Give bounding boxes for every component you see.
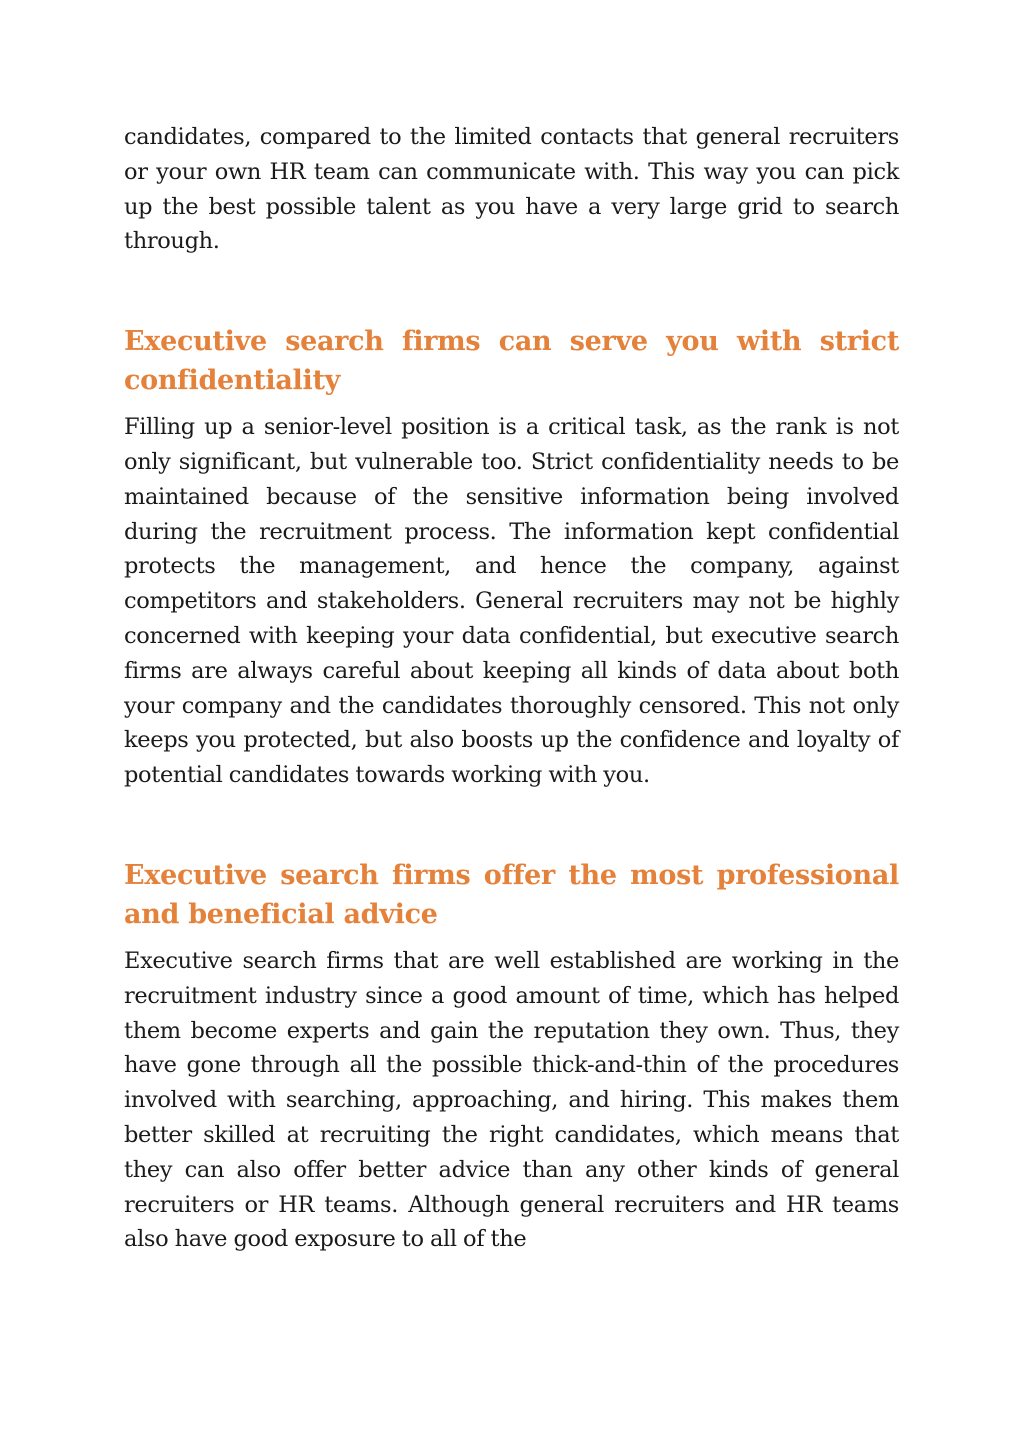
section-body-confidentiality: Filling up a senior-level position is a critical task, as the rank is not only significant, but vulnerable too. Strict confidentiality needs to be maintained because of the sensitive information being involved during the recruitment process. The information kept confidential protects the management, and hence the company, against competitors and stakeholders. General recruiters may not be highly concerned with keeping your data confidential, but executive search firms are always careful about keeping all kinds of data about both your company and the candidates thoroughly censored. This not only keeps you protected, but also boosts up the confidence and loyalty of potential candidates towards working with you. [124,414,899,789]
section-heading-advice: Executive search firms offer the most professional and beneficial advice [124,859,899,930]
intro-paragraph: candidates, compared to the limited contacts that general recruiters or your own HR team can communicate with. This way you can pick up the best possible talent as you have a very large grid to search through. [124,124,899,255]
section-heading-confidentiality: Executive search firms can serve you with strict confidentiality [124,326,899,397]
section-body-advice: Executive search firms that are well established are working in the recruitment industry since a good amount of time, which has helped them become experts and gain the reputation they own. Thus, they have gone through all the possible thick-and-thin of the procedures involved with searching, approaching, and hiring. This makes them better skilled at recruiting the right candidates, which means that they can also offer better advice than any other kinds of general recruiters or HR teams. Although general recruiters and HR teams also have good exposure to all of the [124,947,899,1253]
document-page [124,120,899,1257]
